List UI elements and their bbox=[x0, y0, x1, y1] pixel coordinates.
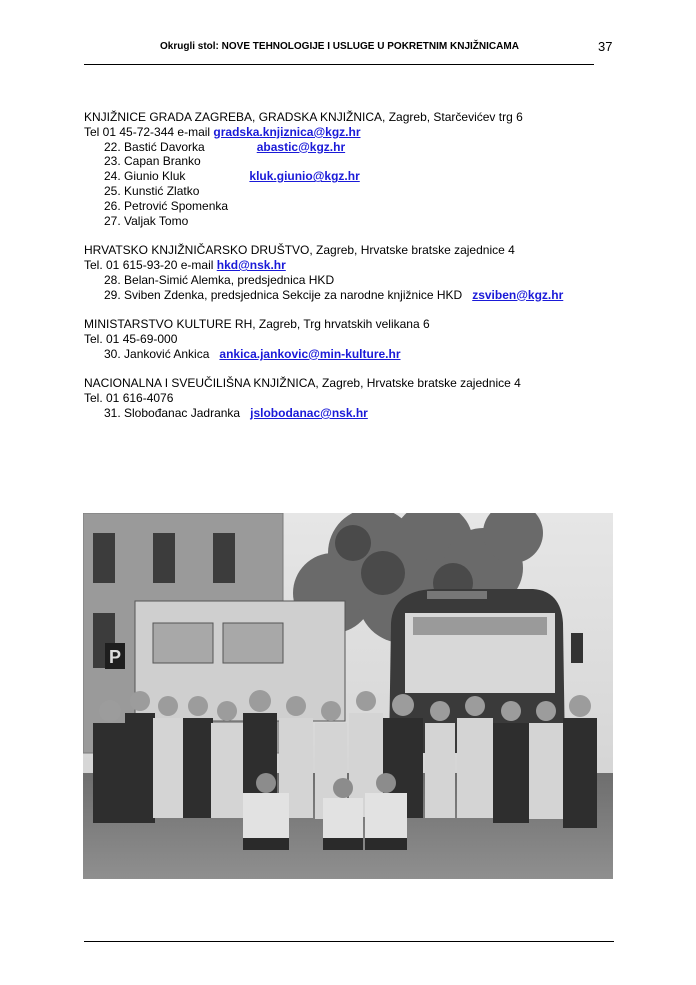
contact-person bbox=[84, 184, 624, 199]
telephone-label: Tel. 01 615-93-20 e-mail bbox=[84, 257, 217, 272]
telephone-label: Tel. 01 616-4076 bbox=[84, 391, 174, 406]
person-email-link[interactable]: kluk.giunio@kgz.hr bbox=[249, 169, 360, 184]
contact-list bbox=[84, 110, 624, 421]
section-telephone bbox=[84, 391, 624, 406]
page-header-title: Okrugli stol: NOVE TEHNOLOGIJE I USLUGE U POKRETNIM KNJIŽNICAMA bbox=[160, 41, 519, 52]
parking-sign: P bbox=[109, 647, 122, 667]
section-telephone bbox=[84, 258, 624, 273]
contact-person bbox=[84, 273, 624, 288]
section-heading: NACIONALNA I SVEUČILIŠNA KNJIŽNICA, Zagreb, Hrvatske bratske zajednice 4 bbox=[84, 376, 521, 391]
contact-person bbox=[84, 154, 624, 169]
person-name: 24. Giunio Kluk bbox=[104, 169, 186, 184]
telephone-label: Tel. 01 45-69-000 bbox=[84, 331, 178, 346]
page-number: 37 bbox=[598, 39, 613, 54]
section-gap bbox=[84, 228, 624, 243]
section-heading: HRVATSKO KNJIŽNIČARSKO DRUŠTVO, Zagreb, Hrvatske bratske zajednice 4 bbox=[84, 243, 515, 258]
contact-person bbox=[84, 169, 624, 184]
header-rule bbox=[84, 64, 594, 65]
contact-person bbox=[84, 406, 624, 421]
contact-person bbox=[84, 199, 624, 214]
person-name: 29. Sviben Zdenka, predsjednica Sekcije za narodne knjižnice HKD bbox=[104, 287, 463, 302]
person-email-link[interactable]: jslobodanac@nsk.hr bbox=[250, 405, 368, 420]
person-name: 25. Kunstić Zlatko bbox=[104, 183, 200, 198]
contact-person bbox=[84, 140, 624, 155]
section-gap bbox=[84, 302, 624, 317]
person-email-link[interactable]: zsviben@kgz.hr bbox=[472, 287, 564, 302]
section-telephone bbox=[84, 332, 624, 347]
group-photo bbox=[83, 513, 613, 879]
person-name: 31. Slobođanac Jadranka bbox=[104, 405, 241, 420]
person-email-link[interactable]: ankica.jankovic@min-kulture.hr bbox=[219, 346, 401, 361]
footer-rule bbox=[84, 941, 614, 942]
person-name: 28. Belan-Simić Alemka, predsjednica HKD bbox=[104, 272, 335, 287]
person-email-link[interactable]: abastic@kgz.hr bbox=[256, 139, 346, 154]
person-name: 30. Janković Ankica bbox=[104, 346, 210, 361]
person-name: 26. Petrović Spomenka bbox=[104, 198, 229, 213]
section-gap bbox=[84, 362, 624, 377]
section-heading: MINISTARSTVO KULTURE RH, Zagreb, Trg hrvatskih velikana 6 bbox=[84, 317, 430, 332]
contact-person bbox=[84, 214, 624, 229]
contact-person bbox=[84, 347, 624, 362]
section-email-link[interactable]: hkd@nsk.hr bbox=[216, 257, 286, 272]
section-heading: KNJIŽNICE GRADA ZAGREBA, GRADSKA KNJIŽNICA, Zagreb, Starčevićev trg 6 bbox=[84, 110, 523, 124]
contact-person bbox=[84, 288, 624, 303]
person-name: 22. Bastić Davorka bbox=[104, 139, 205, 154]
section-email-link[interactable]: gradska.knjiznica@kgz.hr bbox=[213, 124, 361, 139]
section-telephone bbox=[84, 125, 624, 140]
person-name: 23. Capan Branko bbox=[104, 154, 201, 169]
telephone-label: Tel 01 45-72-344 e-mail bbox=[84, 124, 214, 139]
person-name: 27. Valjak Tomo bbox=[104, 213, 189, 228]
